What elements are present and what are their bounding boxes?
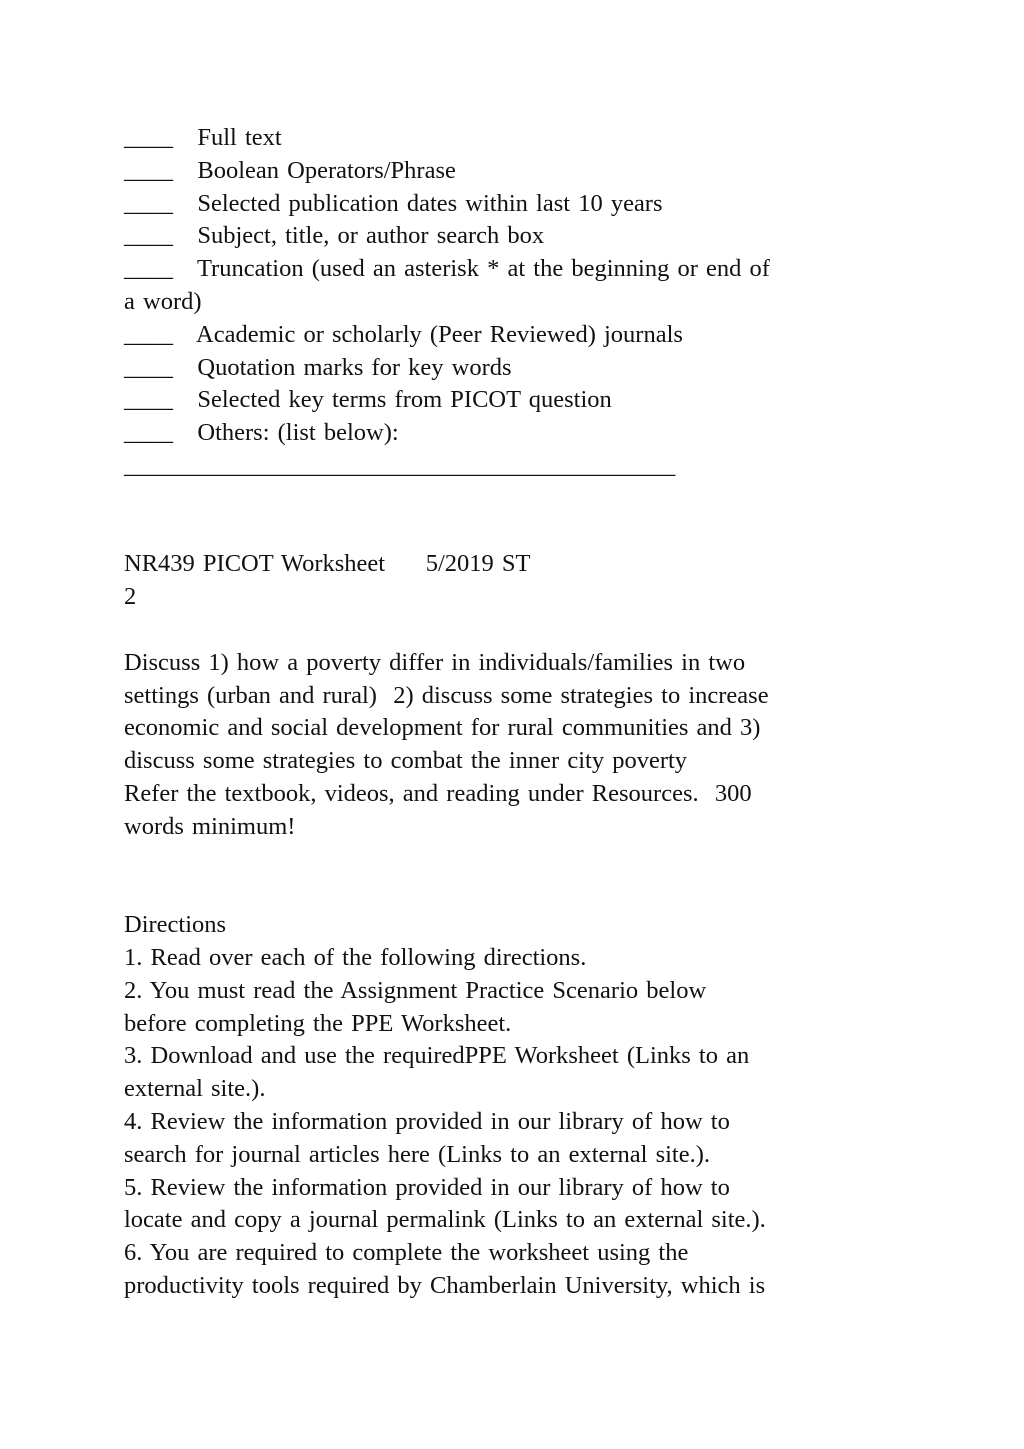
prompt-line: discuss some strategies to combat the inner city poverty [124, 747, 688, 775]
checklist-item [124, 188, 904, 221]
footer-title: NR439 PICOT Worksheet 5/2019 ST [124, 550, 531, 578]
checklist-item [124, 122, 904, 155]
prompt-line: economic and social development for rural communities and 3) [124, 714, 761, 742]
page-content [124, 122, 904, 1303]
spacer [124, 614, 904, 647]
checklist-item [124, 253, 904, 286]
spacer [124, 876, 904, 909]
checklist-item [124, 155, 904, 188]
page-number: 2 [124, 583, 137, 611]
checkbox-blank: ____ [124, 156, 173, 184]
direction-line: external site.). [124, 1075, 266, 1103]
spacer [124, 844, 904, 877]
checklist-item-text: Others: (list below): [197, 419, 399, 447]
direction-line: 4. Review the information provided in our library of how to [124, 1107, 730, 1135]
checklist-item-text: Selected key terms from PICOT question [197, 386, 612, 414]
answer-line: _____________________________________________ [124, 451, 676, 479]
checklist-item-text: Quotation marks for key words [197, 353, 512, 381]
directions-heading: Directions [124, 911, 227, 939]
checklist-item-text: Selected publication dates within last 10 years [197, 189, 663, 217]
direction-line: 5. Review the information provided in our library of how to [124, 1173, 730, 1201]
checkbox-blank: ____ [124, 353, 173, 381]
checklist-item-text: Truncation (used an asterisk * at the beginning or end of [196, 255, 770, 283]
checklist-item-text: Boolean Operators/Phrase [197, 156, 456, 184]
search-strategy-checklist [124, 122, 904, 483]
discussion-prompt [124, 647, 904, 844]
direction-line: locate and copy a journal permalink (Links to an external site.). [124, 1206, 766, 1234]
prompt-line: Discuss 1) how a poverty differ in individuals/families in two [124, 648, 746, 676]
checkbox-blank: ____ [124, 189, 173, 217]
checkbox-blank: ____ [124, 124, 173, 151]
checkbox-blank: ____ [124, 419, 173, 447]
checkbox-blank: ____ [124, 222, 173, 250]
prompt-line: Refer the textbook, videos, and reading under Resources. 300 [124, 779, 752, 807]
direction-line: productivity tools required by Chamberlain University, which is [124, 1271, 766, 1299]
worksheet-footer [124, 548, 904, 614]
prompt-line: settings (urban and rural) 2) discuss some strategies to increase [124, 681, 769, 709]
direction-line: search for journal articles here (Links to an external site.). [124, 1140, 711, 1168]
spacer [124, 516, 904, 549]
checklist-item [124, 352, 904, 385]
checklist-item [124, 384, 904, 417]
direction-line: 6. You are required to complete the worksheet using the [124, 1239, 689, 1267]
checklist-item [124, 319, 904, 352]
checklist-item [124, 417, 904, 450]
checkbox-blank: ____ [124, 255, 173, 283]
checkbox-blank: ____ [124, 386, 173, 414]
checklist-item [124, 220, 904, 253]
prompt-line: words minimum! [124, 812, 296, 840]
checkbox-blank: ____ [124, 320, 173, 348]
direction-line: 3. Download and use the requiredPPE Worksheet (Links to an [124, 1042, 750, 1070]
checklist-item-continuation [124, 286, 904, 319]
spacer [124, 483, 904, 516]
checklist-item-text: Academic or scholarly (Peer Reviewed) journals [196, 320, 683, 348]
direction-line: 2. You must read the Assignment Practice Scenario below [124, 976, 707, 1004]
direction-line: before completing the PPE Worksheet. [124, 1009, 512, 1037]
checklist-item-text: Subject, title, or author search box [197, 222, 545, 250]
direction-line: 1. Read over each of the following directions. [124, 943, 587, 971]
checklist-item-text: Full text [197, 124, 282, 151]
checklist-item-text: a word) [124, 287, 202, 315]
directions-section [124, 909, 904, 1303]
